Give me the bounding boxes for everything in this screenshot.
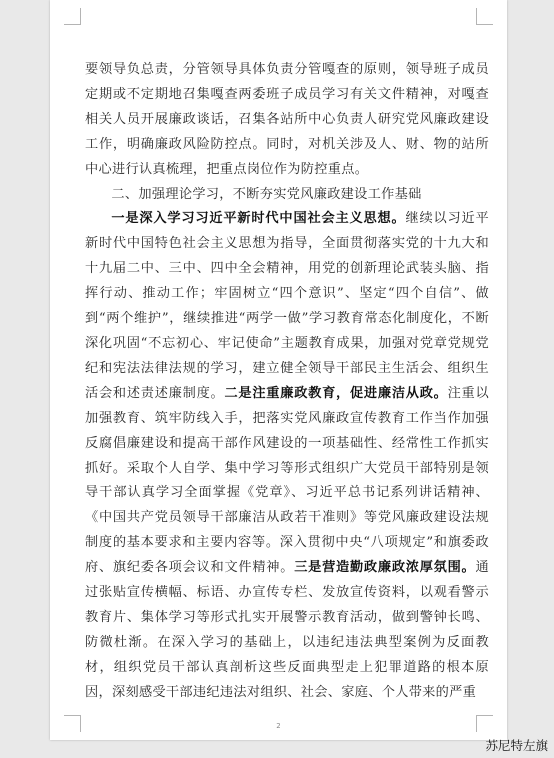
- body-paragraph: [85, 207, 489, 705]
- source-watermark: 苏尼特左旗: [485, 738, 548, 753]
- bold-lead-sentence: 一是深入学习习近平新时代中国社会主义思想。: [111, 211, 406, 227]
- bold-lead-sentence: 三是营造勤政廉政浓厚氛围。: [294, 560, 476, 576]
- crop-mark-top-right: [476, 8, 493, 25]
- text-segment: 要领导负总责，分管领导具体负责分管嘎查的原则，领导班子成员定期或不定期地召集嘎查两委班子成员学习有关文件精神，对嘎查相关人员开展廉政谈话，召集各站所中心负责人研究党风廉政建设工作，明确廉政风险防控点。同时，对机关涉及人、财、物的站所中心进行认真梳理，把重点岗位作为防控重点。: [85, 62, 489, 177]
- body-paragraph: [85, 58, 489, 183]
- section-heading: [85, 183, 489, 208]
- text-segment: 注重以加强教育、筑牢防线入手，把落实党风廉政宣传教育工作当作加强反腐倡廉建设和提高干部作风建设的一项基础性、经常性工作抓实抓好。采取个人自学、集中学习等形式组织广大党员干部特别是领导干部认真学习全面掌握《党章》、习近平总书记系列讲话精神、《中国共产党员领导干部廉洁从政若干准则》等党风廉政建设法规制度的基本要求和主要内容等。深入贯彻中央“八项规定”和旗委政府、旗纪委各项会议和文件精神。: [85, 385, 489, 576]
- document-page: [50, 0, 507, 740]
- text-segment: 二、加强理论学习，不断夯实党风廉政建设工作基础: [111, 186, 422, 202]
- text-segment: 通过张贴宣传横幅、标语、办宣传专栏、发放宣传资料，以观看警示教育片、集体学习等形式扎实开展警示教育活动，做到警钟长鸣、防微杜渐。在深入学习的基础上，以违纪违法典型案例为反面教材，组织党员干部认真剖析这些反面典型走上犯罪道路的根本原因，深刻感受干部违纪违法对组织、社会、家庭、个人带来的严重: [85, 560, 490, 700]
- document-body: [85, 58, 489, 706]
- bold-lead-sentence: 二是注重廉政教育，促进廉洁从政。: [224, 385, 448, 401]
- text-segment: 继续以习近平新时代中国特色社会主义思想为指导，全面贯彻落实党的十九大和十九届二中、三中、四中全会精神，用党的创新理论武装头脑、指挥行动、推动工作；牢固树立“四个意识”、坚定“四个自信”、做到“两个维护”，继续推进“两学一做”学习教育常态化制度化，不断深化巩固“不忘初心、牢记使命”主题教育成果，加强对党章党规党纪和宪法法律法规的学习，建立健全领导干部民主生活会、组织生活会和述责述廉制度。: [85, 211, 489, 401]
- crop-mark-top-left: [64, 8, 81, 25]
- page-number: 2: [276, 722, 281, 730]
